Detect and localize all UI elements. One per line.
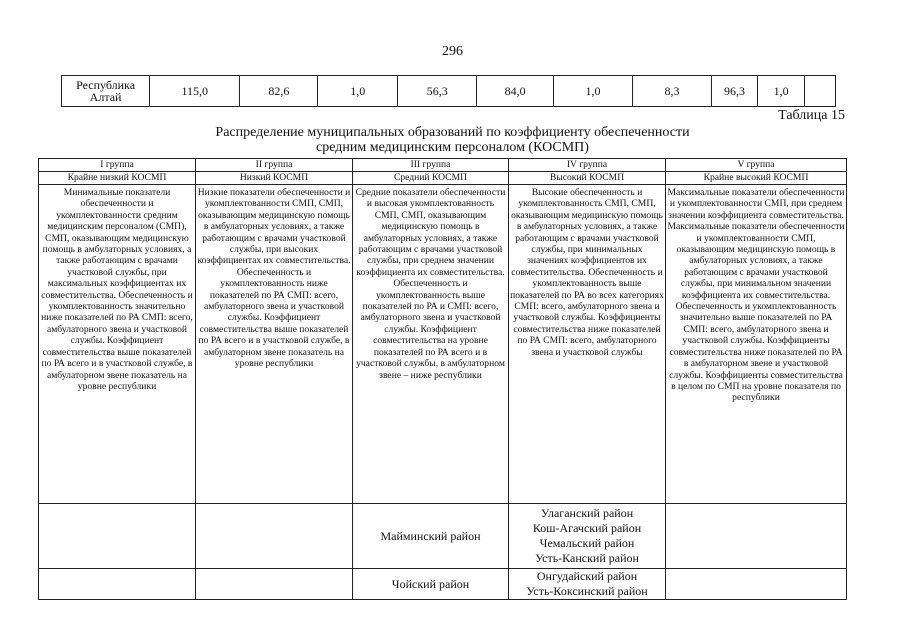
group-level-cell: Средний КОСМП (353, 172, 509, 185)
table-label: Таблица 15 (778, 108, 845, 123)
empty-cell (196, 504, 353, 569)
value-cell: 1,0 (318, 76, 398, 107)
group-level-cell: Крайне низкий КОСМП (39, 172, 196, 185)
top-data-table (61, 75, 836, 107)
group-name-cell: III группа (353, 159, 509, 172)
group-name-cell: II группа (196, 159, 353, 172)
group-level-cell: Низкий КОСМП (196, 172, 353, 185)
group-description-cell: Средние показатели обеспеченности и высокая укомплектованность СМП, СМП, оказывающим медицинскую помощь в амбулаторных условиях, а также работающим с врачами участковой службы, при среднем значении коэффициента их совместительства. Обеспеченность и укомплектованность выше показателей по РА и СМП: всего, амбулаторного звена и участковой службы. Коэффициент совместительства на уровне показателей по РА всего и в участковой службы, в амбулаторном звене – ниже республики (353, 185, 509, 504)
value-cell: 96,3 (711, 76, 757, 107)
district-cell: Майминский район (353, 504, 509, 569)
region-cell: Республика Алтай (62, 76, 150, 107)
group-description-cell: Низкие показатели обеспеченности и укомплектованности СМП, СМП, оказывающим медицинскую помощь в амбулаторных условиях, а также работающим с врачами участковой службы, при высоких коэффициентах их совместительства. Обеспеченность и укомплектованность ниже показателей по РА СМП: всего, амбулаторного звена и участковой службы. Коэффициент совместительства выше показателей по РА всего и в участковой службе, в амбулаторном звене показатель на уровне республики (196, 185, 353, 504)
district-list-cell (509, 504, 666, 569)
page-number: 296 (442, 44, 463, 59)
group-description-row (39, 185, 847, 504)
group-level-row (39, 172, 847, 185)
top-data-row (62, 76, 836, 107)
empty-cell (666, 504, 847, 569)
district-name: Усть-Канский район (535, 551, 639, 565)
empty-cell (666, 569, 847, 600)
group-level-cell: Крайне высокий КОСМП (666, 172, 847, 185)
district-row (39, 504, 847, 569)
district-name: Чемальский район (539, 536, 635, 550)
group-description-cell: Минимальные показатели обеспеченности и укомплектованности средним медицинским персоналом (СМП), СМП, оказывающим медицинскую помощь в амбулаторных условиях, а также работающим с врачами участковой службы, при максимальных коэффициентах их совместительства. Обеспеченность и укомплектованность значительно ниже показателей по РА СМП: всего, амбулаторного звена и участковой службы. Коэффициент совместительства выше показателей по РА всего и в участковой службе, в амбулаторном звене показатель на уровне республики (39, 185, 196, 504)
empty-cell (39, 569, 196, 600)
district-name: Усть-Коксинский район (526, 584, 648, 598)
value-cell: 115,0 (150, 76, 240, 107)
district-name: Улаганский район (540, 506, 634, 520)
group-name-cell: I группа (39, 159, 196, 172)
value-cell: 84,0 (477, 76, 554, 107)
district-cell: Чойский район (353, 569, 509, 600)
table-title (0, 125, 905, 155)
group-description-cell: Высокие обеспеченность и укомплектованность СМП, СМП, оказывающим медицинскую помощь в амбулаторных условиях, а также работающим с врачами участковой службы, при минимальных значениях коэффициентов их совместительства. Обеспеченность и укомплектованность выше показателей по РА во всех категориях СМП: всего, амбулаторного звена и участковой службы. Коэффициенты совместительства ниже показателей по РА СМП: всего, амбулаторного звена и участковой службы (509, 185, 666, 504)
value-cell: 1,0 (758, 76, 805, 107)
district-row (39, 569, 847, 600)
table-title-line2: средним медицинским персоналом (КОСМП) (316, 140, 589, 155)
group-name-row (39, 159, 847, 172)
table-title-line1: Распределение муниципальных образований по коэффициенту обеспеченности (215, 125, 690, 140)
group-level-cell: Высокий КОСМП (509, 172, 666, 185)
group-name-cell: IV группа (509, 159, 666, 172)
group-description-cell: Максимальные показатели обеспеченности и укомплектованности СМП, при среднем значении коэффициента совместительства. Максимальные показатели обеспеченности и укомплектованности СМП, оказывающим медицинскую помощь в амбулаторных условиях, а также работающим с врачами участковой службы, при минимальном значении коэффициента их совместительства. Обеспеченность и укомплектованность значительно выше показателей по РА СМП: всего, амбулаторного звена и участковой службы. Коэффициенты совместительства ниже показателей по РА в амбулаторном звене и участковой службы. Коэффициенты совместительства в целом по СМП на уровне показателя по республики (666, 185, 847, 504)
value-cell: 56,3 (398, 76, 477, 107)
district-name: Онгудайский район (536, 569, 638, 583)
group-name-cell: V группа (666, 159, 847, 172)
district-name: Кош-Агачский район (532, 521, 642, 535)
distribution-table (38, 158, 847, 600)
empty-cell (196, 569, 353, 600)
value-cell: 82,6 (240, 76, 318, 107)
value-cell (805, 76, 836, 107)
empty-cell (39, 504, 196, 569)
district-list-cell (509, 569, 666, 600)
value-cell: 1,0 (554, 76, 633, 107)
value-cell: 8,3 (632, 76, 711, 107)
